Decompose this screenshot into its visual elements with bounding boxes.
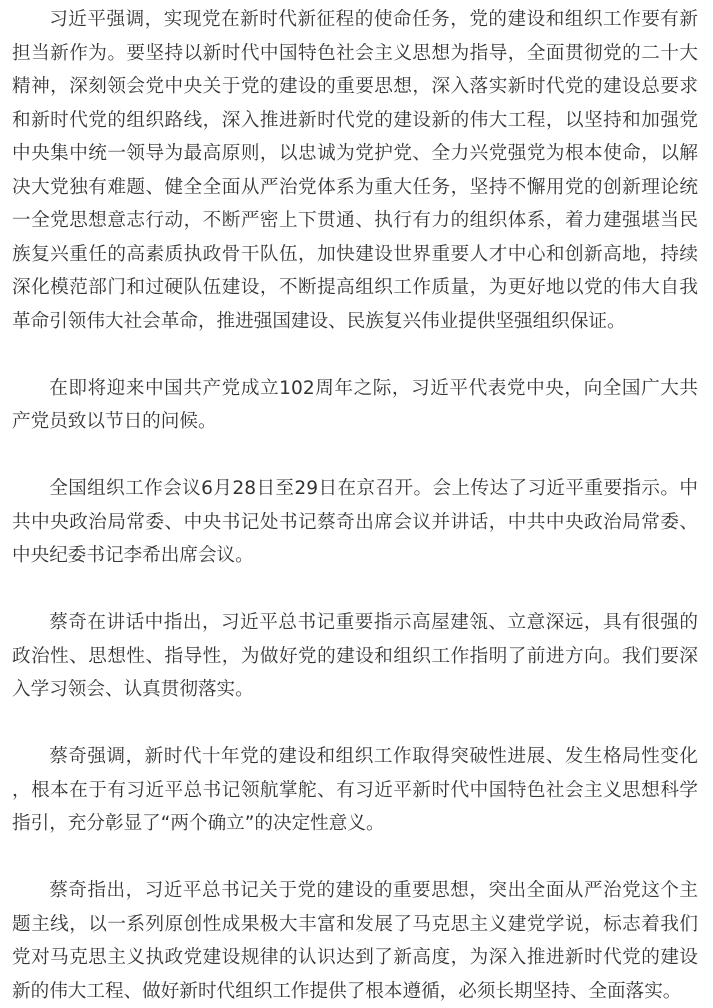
paragraph-6: 蔡奇指出，习近平总书记关于党的建设的重要思想，突出全面从严治党这个主题主线，以一系列原创性成果极大丰富和发展了马克思主义建党学说，标志着我们党对马克思主义执政党建设规律的认识达到了新高度，为深入推进新时代党的建设新的伟大工程、做好新时代组织工作提供了根本遵循，必须长期坚持、全面落实。 — [12, 880, 698, 1002]
paragraph-5: 蔡奇强调，新时代十年党的建设和组织工作取得突破性进展、发生格局性变化，根本在于有习近平总书记领航掌舵、有习近平新时代中国特色社会主义思想科学指引，充分彰显了“两个确立”的决定性意义。 — [12, 746, 698, 834]
paragraph-3: 全国组织工作会议6月28日至29日在京召开。会上传达了习近平重要指示。中共中央政治局常委、中央书记处书记蔡奇出席会议并讲话，中共中央政治局常委、中央纪委书记李希出席会议。 — [12, 478, 698, 566]
paragraph-2: 在即将迎来中国共产党成立102周年之际，习近平代表党中央，向全国广大共产党员致以节日的问候。 — [12, 377, 698, 432]
article-body — [12, 3, 698, 1008]
paragraph-1: 习近平强调，实现党在新时代新征程的使命任务，党的建设和组织工作要有新担当新作为。要坚持以新时代中国特色社会主义思想为指导，全面贯彻党的二十大精神，深刻领会党中央关于党的建设的重要思想，深入落实新时代党的建设总要求和新时代党的组织路线，深入推进新时代党的建设新的伟大工程，以坚持和加强党中央集中统一领导为最高原则，以忠诚为党护党、全力兴党强党为根本使命，以解决大党独有难题、健全全面从严治党体系为重大任务，坚持不懈用党的创新理论统一全党思想意志行动，不断严密上下贯通、执行有力的组织体系，着力建强堪当民族复兴重任的高素质执政骨干队伍，加快建设世界重要人才中心和创新高地，持续深化模范部门和过硬队伍建设，不断提高组织工作质量，为更好地以党的伟大自我革命引领伟大社会革命，推进强国建设、民族复兴伟业提供坚强组织保证。 — [12, 9, 698, 332]
paragraph-4: 蔡奇在讲话中指出，习近平总书记重要指示高屋建瓴、立意深远，具有很强的政治性、思想性、指导性，为做好党的建设和组织工作指明了前进方向。我们要深入学习领会、认真贯彻落实。 — [12, 612, 698, 700]
